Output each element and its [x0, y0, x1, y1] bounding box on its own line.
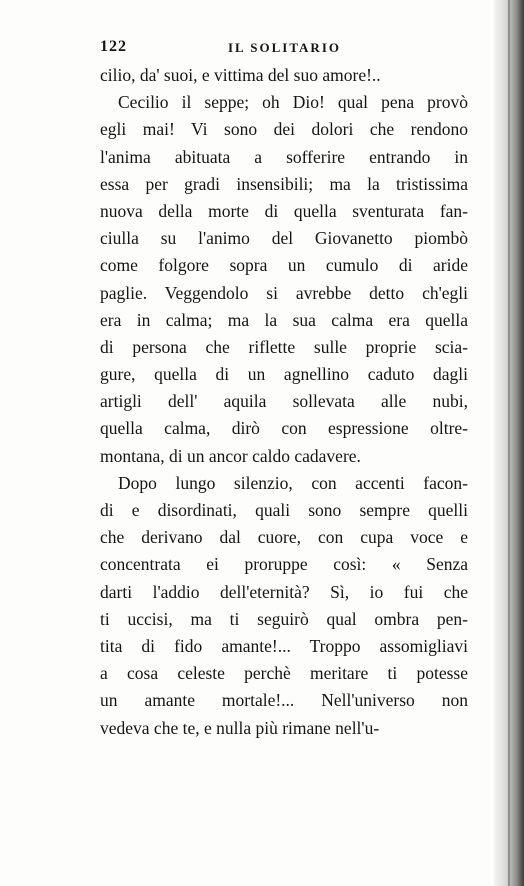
- text-line: Dopo lungo silenzio, con accenti facon-: [118, 472, 468, 493]
- text-line: era in calma; ma la sua calma era quella: [100, 309, 468, 330]
- text-line: nuova della morte di quella sventurata fan-: [100, 200, 468, 221]
- text-line: ciulla su l'animo del Giovanetto piombò: [100, 228, 468, 249]
- paragraph: [100, 89, 468, 470]
- page-header: [100, 38, 480, 60]
- text-line: cilio, da' suoi, e vittima del suo amore!..: [100, 65, 381, 85]
- text-line: Cecilio il seppe; oh Dio! qual pena provò: [118, 92, 468, 113]
- text-line: un amante mortale!... Nell'universo non: [100, 690, 468, 711]
- text-line: che derivano dal cuore, con cupa voce e: [100, 527, 468, 548]
- paragraph: [100, 62, 468, 89]
- paragraph: [100, 470, 468, 742]
- text-line: egli mai! Vi sono dei dolori che rendono: [100, 119, 468, 140]
- text-line: concentrata ei proruppe così: « Senza: [100, 554, 468, 575]
- text-line: l'anima abituata a sofferire entrando in: [100, 146, 468, 167]
- page-number: 122: [100, 38, 127, 55]
- text-line: di persona che riflette sulle proprie scia-: [100, 336, 468, 357]
- text-line: gure, quella di un agnellino caduto dagli: [100, 364, 468, 385]
- text-line: vedeva che te, e nulla più rimane nell'u-: [100, 717, 380, 738]
- text-line: come folgore sopra un cumulo di aride: [100, 255, 468, 276]
- running-title: IL SOLITARIO: [228, 40, 341, 55]
- text-line: ti uccisi, ma ti seguirò qual ombra pen-: [100, 608, 468, 629]
- text-line: essa per gradi insensibili; ma la tristissima: [100, 173, 468, 194]
- text-line: darti l'addio dell'eternità? Sì, io fui che: [100, 581, 468, 602]
- text-line: di e disordinati, quali sono sempre quelli: [100, 500, 468, 520]
- text-line: montana, di un ancor caldo cadavere.: [100, 445, 361, 466]
- body-text: [100, 62, 468, 742]
- text-line: artigli dell' aquila sollevata alle nubi,: [100, 391, 468, 412]
- page-edge-line: [508, 0, 510, 886]
- text-line: a cosa celeste perchè meritare ti potesse: [100, 663, 468, 684]
- text-line: tita di fido amante!... Troppo assomigliavi: [100, 635, 468, 656]
- text-line: paglie. Veggendolo si avrebbe detto ch'egli: [100, 282, 468, 303]
- text-line: quella calma, dirò con espressione oltre-: [100, 418, 468, 439]
